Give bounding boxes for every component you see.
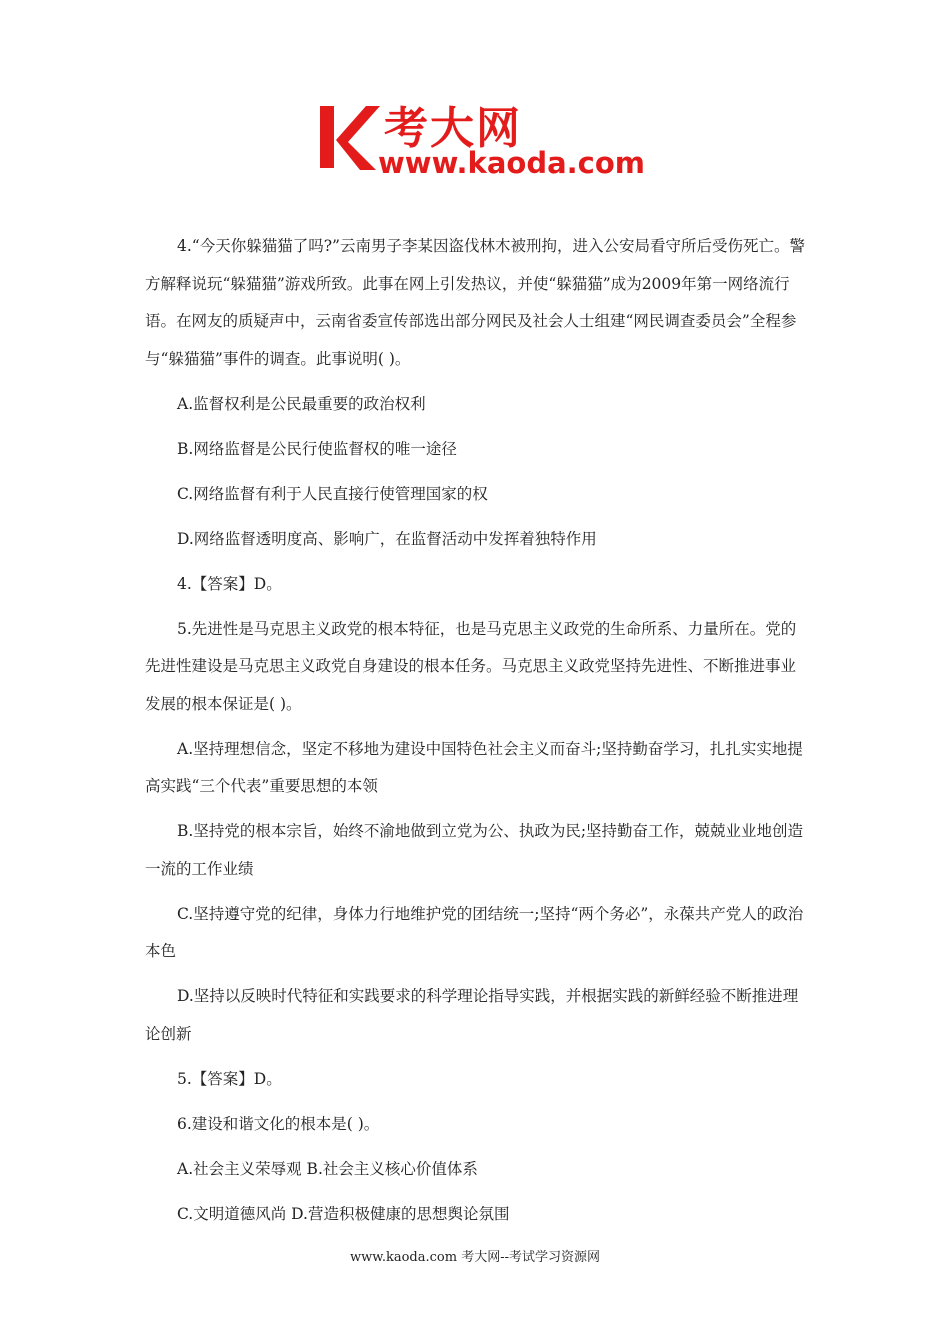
question-content	[145, 228, 810, 1241]
question-5-option-a: A.坚持理想信念，坚定不移地为建设中国特色社会主义而奋斗;坚持勤奋学习，扎扎实实地提高实践“三个代表”重要思想的本领	[145, 739, 803, 795]
question-4-stem: 4.“今天你躲猫猫了吗?”云南男子李某因盗伐林木被刑拘，进入公安局看守所后受伤死亡。警方解释说玩“躲猫猫”游戏所致。此事在网上引发热议，并使“躲猫猫”成为2009年第一网络流行语。在网友的质疑声中，云南省委宣传部选出部分网民及社会人士组建“网民调查委员会”全程参与“躲猫猫”事件的调查。此事说明( )。	[145, 237, 805, 368]
question-4-option-b: B.网络监督是公民行使监督权的唯一途径	[177, 439, 457, 458]
question-5-answer: 5.【答案】D。	[177, 1069, 282, 1088]
question-5-option-d: D.坚持以反映时代特征和实践要求的科学理论指导实践，并根据实践的新鲜经验不断推进理论创新	[145, 987, 799, 1043]
question-5-option-b: B.坚持党的根本宗旨，始终不渝地做到立党为公、执政为民;坚持勤奋工作，兢兢业业地创造一流的工作业绩	[145, 822, 804, 878]
question-5-option-c: C.坚持遵守党的纪律，身体力行地维护党的团结统一;坚持“两个务必”，永葆共产党人的政治本色	[145, 904, 804, 960]
page-footer: www.kaoda.com 考大网--考试学习资源网	[350, 1250, 600, 1265]
question-4-option-c: C.网络监督有利于人民直接行使管理国家的权	[177, 484, 488, 503]
question-5-stem: 5.先进性是马克思主义政党的根本特征，也是马克思主义政党的生命所系、力量所在。党的先进性建设是马克思主义政党自身建设的根本任务。马克思主义政党坚持先进性、不断推进事业发展的根本保证是( )。	[145, 619, 797, 713]
k-logo-icon	[318, 100, 382, 174]
question-4-option-d: D.网络监督透明度高、影响广，在监督活动中发挥着独特作用	[177, 529, 597, 548]
kaoda-logo	[318, 96, 645, 182]
question-6-options-ab: A.社会主义荣辱观 B.社会主义核心价值体系	[177, 1159, 478, 1178]
logo-url: www.kaoda.com	[378, 146, 645, 180]
question-4-option-a: A.监督权利是公民最重要的政治权利	[177, 394, 426, 413]
question-4-answer: 4.【答案】D。	[177, 574, 282, 593]
question-6-options-cd: C.文明道德风尚 D.营造积极健康的思想舆论氛围	[177, 1204, 510, 1223]
logo-title: 考大网	[384, 103, 522, 154]
question-6-stem: 6.建设和谐文化的根本是( )。	[177, 1114, 380, 1133]
